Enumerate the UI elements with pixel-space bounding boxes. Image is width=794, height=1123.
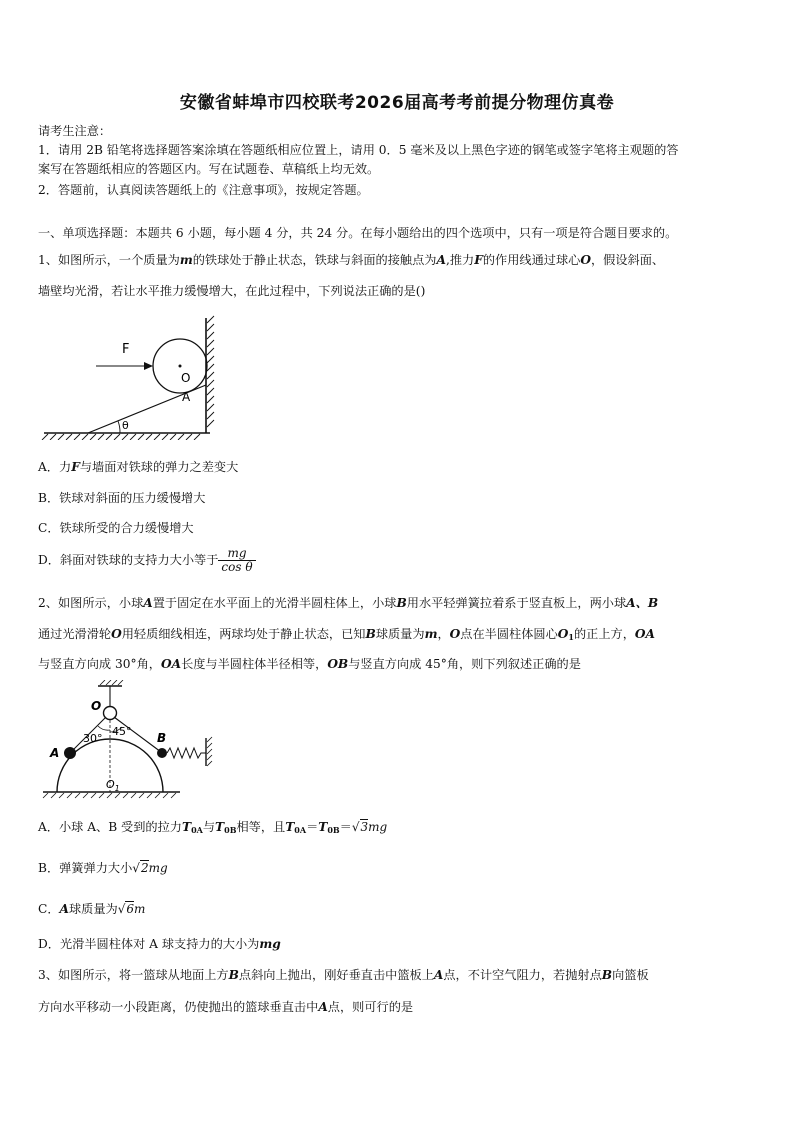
fig2-label-30: 30° — [83, 732, 103, 745]
fig2-label-A: A — [50, 746, 60, 760]
question-1-line-1: 1、如图所示，一个质量为m的铁球处于静止状态，铁球与斜面的接触点为A,推力F的作用线通过球心O，假设斜面、 — [38, 253, 665, 267]
question-2-line-3: 与竖直方向成 30°角，OA长度与半圆柱体半径相等，OB与竖直方向成 45°角，则下列叙述正确的是 — [38, 657, 581, 671]
q1-option-d-fraction: $\frac{mg}{\text{cos θ}}$ — [218, 547, 255, 574]
question-3-line-1: 3、如图所示，将一篮球从地面上方B点斜向上抛出，刚好垂直击中篮板上A点，不计空气阻力，若抛射点B向篮板 — [38, 968, 649, 982]
q1-option-c: C．铁球所受的合力缓慢增大 — [38, 521, 194, 535]
question-1-line-2: 墙壁均光滑，若让水平推力缓慢增大，在此过程中，下列说法正确的是() — [38, 284, 426, 298]
q1-option-b: B．铁球对斜面的压力缓慢增大 — [38, 491, 206, 505]
fig1-label-O: O — [181, 371, 191, 385]
notice-item-2: 2．答题前，认真阅读答题纸上的《注意事项》，按规定答题。 — [38, 183, 369, 197]
q1-option-d: D．斜面对铁球的支持力大小等于 $\frac{mg}{\text{cos θ}}$ — [38, 547, 758, 574]
fig1-label-F: F — [122, 342, 130, 357]
fig2-label-45: 45° — [112, 725, 132, 738]
question-2-line-1: 2、如图所示，小球A置于固定在水平面上的光滑半圆柱体上，小球B用水平轻弹簧拉着系于竖直板上，两小球A、B — [38, 596, 659, 610]
question-1-figure — [40, 315, 225, 440]
q2-option-b: B．弹簧弹力大小√2mg — [38, 861, 168, 875]
notice-item-1-line-2: 案写在答题纸相应的答题区内。写在试题卷、草稿纸上均无效。 — [38, 162, 380, 176]
fig2-label-O: O — [91, 699, 102, 713]
page-title: 安徽省蚌埠市四校联考2026届高考考前提分物理仿真卷 — [179, 93, 615, 113]
section-heading: 一、单项选择题：本题共 6 小题，每小题 4 分，共 24 分。在每小题给出的四个选项中，只有一项是符合题目要求的。 — [38, 226, 678, 240]
fig2-label-B: B — [157, 731, 167, 745]
notice-heading: 请考生注意： — [38, 124, 112, 138]
question-2-figure — [40, 680, 220, 802]
question-2-line-2: 通过光滑滑轮O用轻质细线相连，两球均处于静止状态，已知B球质量为m，O点在半圆柱体圆心$O_1$的正上方，OA — [38, 627, 655, 642]
fig1-label-A: A — [182, 390, 191, 404]
notice-item-1-line-1: 1．请用 2B 铅笔将选择题答案涂填在答题纸相应位置上，请用 0．5 毫米及以上黑色字迹的钢笔或签字笔将主观题的答 — [38, 143, 679, 157]
q2-option-d: D．光滑半圆柱体对 A 球支持力的大小为mg — [38, 937, 281, 951]
q2-option-c: C．A球质量为√6m — [38, 902, 146, 916]
fig1-label-theta: θ — [122, 419, 129, 432]
fig2-label-O1: $O_1$ — [106, 778, 120, 793]
q2-option-a: A．小球 A、B 受到的拉力$T_{0A}$与$T_{0B}$相等，且$T_{0A}=T_{0B}=√3mg$ — [38, 820, 388, 835]
question-3-line-2: 方向水平移动一小段距离，仍使抛出的篮球垂直击中A点，则可行的是 — [38, 1000, 414, 1014]
q1-option-a: A．力F与墙面对铁球的弹力之差变大 — [38, 460, 239, 474]
